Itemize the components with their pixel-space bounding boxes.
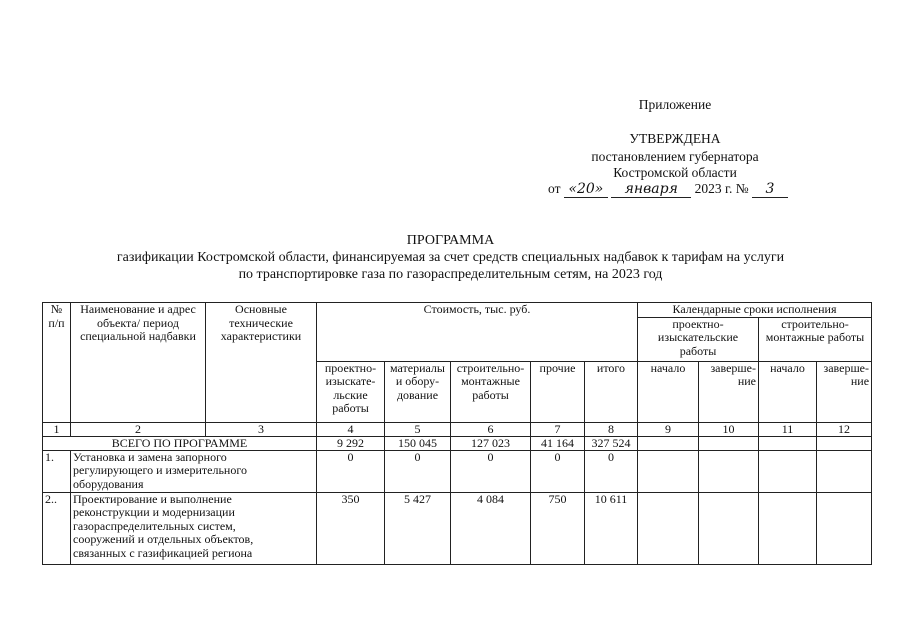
column-number: 5	[385, 422, 451, 436]
approval-authority: постановлением губернатора	[591, 149, 759, 164]
row-number: 2..	[43, 492, 71, 564]
document-title: ПРОГРАММА	[406, 233, 495, 248]
row-other: 0	[531, 450, 585, 492]
column-number: 1	[43, 422, 71, 436]
header-start-design: начало	[638, 361, 699, 422]
header-end-construction: заверше-ние	[817, 361, 872, 422]
header-cost-materials: материалы и обору-дование	[385, 361, 451, 422]
header-cost-other: прочие	[531, 361, 585, 422]
row-design: 350	[317, 492, 385, 564]
total-design: 9 292	[317, 436, 385, 450]
header-name: Наименование и адрес объекта/ период специальной надбавки	[71, 303, 206, 423]
header-cost-design: проектно-изыскате-льские работы	[317, 361, 385, 422]
program-table	[42, 302, 872, 565]
column-number: 4	[317, 422, 385, 436]
row-name	[71, 450, 317, 492]
row-sum: 0	[585, 450, 638, 492]
row-construction: 4 084	[451, 492, 531, 564]
row-name-line: оборудования	[73, 476, 144, 491]
total-row	[43, 436, 872, 450]
header-end-design: заверше-ние	[699, 361, 759, 422]
header-design-works: проектно-изыскательские работы	[638, 317, 759, 361]
header-construction-works: строительно-монтажные работы	[759, 317, 872, 361]
row-name-line: Установка и замена запорного	[73, 450, 227, 464]
approval-region: Костромской области	[613, 165, 737, 180]
date-month-handwritten: января	[611, 182, 691, 198]
header-calendar: Календарные сроки исполнения	[638, 303, 872, 318]
row-name	[71, 492, 317, 564]
date-prefix: от	[548, 181, 561, 196]
column-number: 9	[638, 422, 699, 436]
column-number: 7	[531, 422, 585, 436]
appendix-label: Приложение	[638, 97, 712, 112]
column-number: 6	[451, 422, 531, 436]
row-number: 1.	[43, 450, 71, 492]
row-other: 750	[531, 492, 585, 564]
header-characteristics: Основные технические характеристики	[206, 303, 317, 423]
header-cost-construction: строительно-монтажные работы	[451, 361, 531, 422]
column-number: 3	[206, 422, 317, 436]
row-name-line: Проектирование и выполнение	[73, 492, 232, 506]
date-year-and-number-label: 2023 г. №	[694, 181, 749, 196]
row-materials: 0	[385, 450, 451, 492]
header-cost: Стоимость, тыс. руб.	[317, 303, 638, 362]
document-number-handwritten: 3	[752, 182, 788, 198]
date-day-handwritten: «20»	[564, 182, 608, 198]
header-start-construction: начало	[759, 361, 817, 422]
row-name-line: реконструкции и модернизации	[73, 505, 235, 519]
table-row	[43, 492, 872, 564]
column-number: 8	[585, 422, 638, 436]
row-materials: 5 427	[385, 492, 451, 564]
total-materials: 150 045	[385, 436, 451, 450]
column-number: 10	[699, 422, 759, 436]
row-design: 0	[317, 450, 385, 492]
total-construction: 127 023	[451, 436, 531, 450]
column-number: 11	[759, 422, 817, 436]
column-number: 2	[71, 422, 206, 436]
row-name-line: сооружений и отдельных объектов,	[73, 532, 254, 546]
row-construction: 0	[451, 450, 531, 492]
document-subtitle-line-2: по транспортировке газа по газораспределительным сетям, на 2023 год	[238, 267, 663, 282]
row-name-line: газораспределительных систем,	[73, 518, 236, 533]
table-row	[43, 450, 872, 492]
total-label: ВСЕГО ПО ПРОГРАММЕ	[43, 436, 317, 450]
row-name-line: регулирующего и измерительного	[73, 463, 247, 477]
approval-date-line	[548, 181, 808, 198]
header-num: № п/п	[43, 303, 71, 423]
total-other: 41 164	[531, 436, 585, 450]
column-number: 12	[817, 422, 872, 436]
approval-stamp: УТВЕРЖДЕНА	[629, 131, 721, 146]
document-subtitle-line-1: газификации Костромской области, финансируемая за счет средств специальных надбавок к тарифам на услуги	[116, 250, 785, 265]
row-name-line: связанных с газификацией региона	[73, 545, 253, 560]
row-sum: 10 611	[585, 492, 638, 564]
header-cost-total: итого	[585, 361, 638, 422]
total-sum: 327 524	[585, 436, 638, 450]
